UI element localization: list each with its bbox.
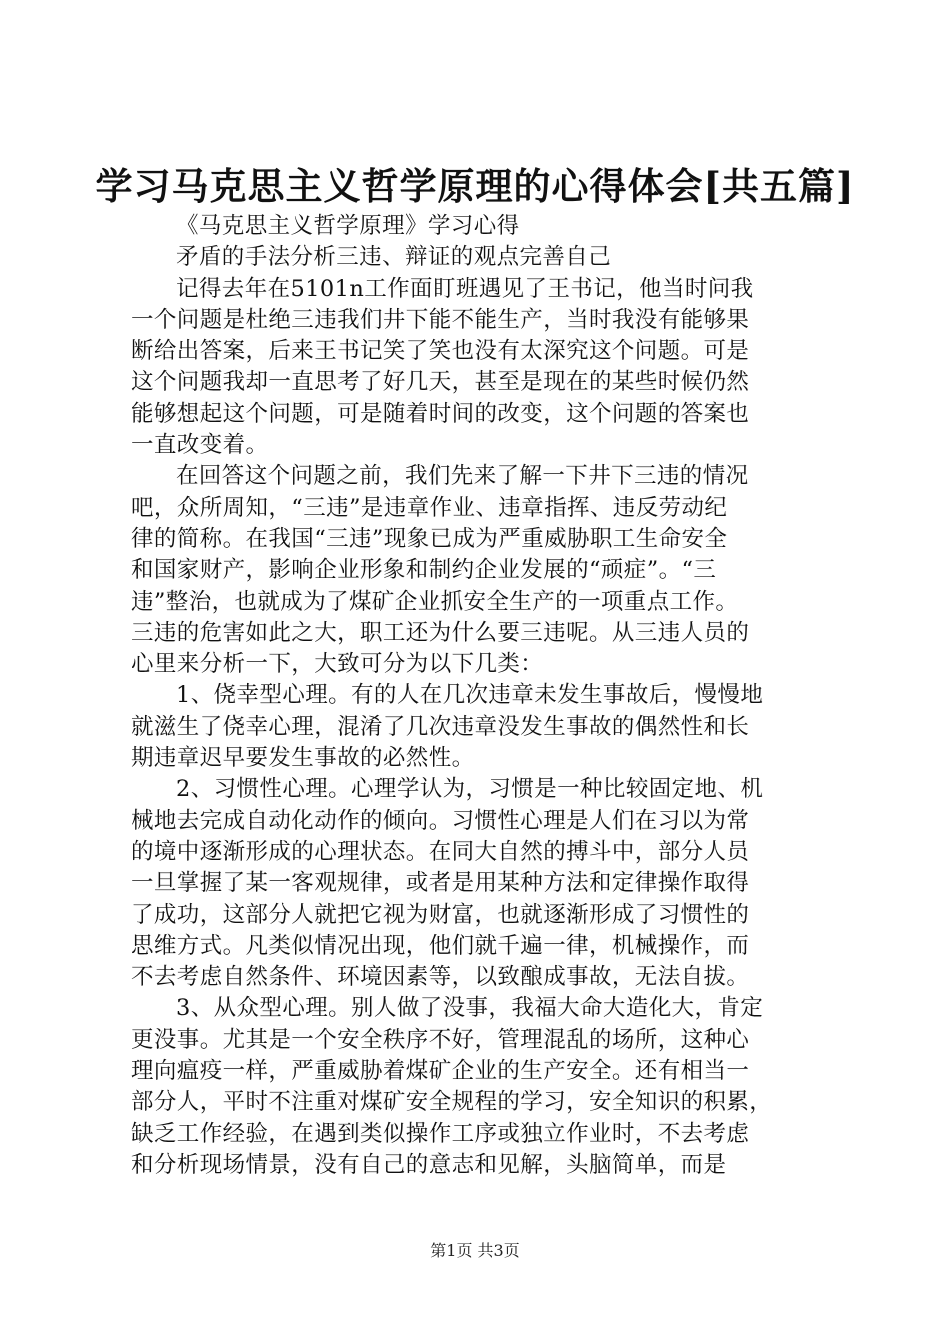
body-line: 三违的危害如此之大，职工还为什么要三违呢。从三违人员的 (131, 619, 750, 646)
body-line: 部分人，平时不注重对煤矿安全规程的学习，安全知识的积累， (131, 1089, 773, 1116)
body-line: 1、侥幸型心理。有的人在几次违章未发生事故后，慢慢地 (176, 682, 764, 709)
body-line: 一直改变着。 (131, 432, 269, 459)
body-line: 这个问题我却一直思考了好几天，甚至是现在的某些时候仍然 (131, 369, 750, 396)
body-line: 了成功，这部分人就把它视为财富，也就逐渐形成了习惯性的 (131, 901, 750, 928)
page-footer: 第1页 共3页 (430, 1241, 520, 1260)
body-line: 吧，众所周知，“三违”是违章作业、违章指挥、违反劳动纪 (131, 494, 728, 521)
body-line: 心里来分析一下，大致可分为以下几类： (131, 651, 544, 678)
body-line: 2、习惯性心理。心理学认为，习惯是一种比较固定地、机 (176, 776, 764, 803)
body-line: 一旦掌握了某一客观规律，或者是用某种方法和定律操作取得 (131, 870, 750, 897)
body-line: 更没事。尤其是一个安全秩序不好，管理混乱的场所，这种心 (131, 1026, 750, 1053)
body-line: 律的简称。在我国“三违”现象已成为严重威胁职工生命安全 (131, 525, 728, 552)
body-line: 的境中逐渐形成的心理状态。在同大自然的搏斗中，部分人员 (131, 838, 750, 865)
body-line: 思维方式。凡类似情况出现，他们就千遍一律，机械操作，而 (131, 932, 750, 959)
body-line: 缺乏工作经验，在遇到类似操作工序或独立作业时，不去考虑 (131, 1120, 750, 1147)
body-line: 在回答这个问题之前，我们先来了解一下井下三违的情况 (176, 463, 749, 490)
body-line: 不去考虑自然条件、环境因素等，以致酿成事故，无法自拔。 (131, 964, 750, 991)
body-line: 《马克思主义哲学原理》学习心得 (176, 213, 520, 239)
body-line: 违”整治，也就成为了煤矿企业抓安全生产的一项重点工作。 (131, 588, 739, 615)
body-line: 就滋生了侥幸心理，混淆了几次违章没发生事故的偶然性和长 (131, 713, 750, 740)
body-line: 3、从众型心理。别人做了没事，我福大命大造化大，肯定 (176, 995, 764, 1022)
body-line: 和分析现场情景，没有自己的意志和见解，头脑简单，而是 (131, 1151, 727, 1178)
body-line: 记得去年在5101n工作面盯班遇见了王书记，他当时问我 (176, 275, 754, 302)
body-line: 理向瘟疫一样，严重威胁着煤矿企业的生产安全。还有相当一 (131, 1058, 750, 1085)
document-body (131, 211, 831, 1181)
body-line: 断给出答案，后来王书记笑了笑也没有太深究这个问题。可是 (131, 338, 750, 365)
body-line: 期违章迟早要发生事故的必然性。 (131, 745, 475, 772)
body-line: 矛盾的手法分析三违、辩证的观点完善自己 (176, 244, 612, 271)
body-line: 和国家财产，影响企业形象和制约企业发展的“顽症”。“三 (131, 557, 717, 584)
document-title: 学习马克思主义哲学原理的心得体会[共五篇] (95, 164, 855, 208)
body-line: 械地去完成自动化动作的倾向。习惯性心理是人们在习以为常 (131, 807, 750, 834)
body-line: 能够想起这个问题，可是随着时间的改变，这个问题的答案也 (131, 400, 750, 427)
body-line: 一个问题是杜绝三违我们井下能不能生产，当时我没有能够果 (131, 306, 750, 333)
